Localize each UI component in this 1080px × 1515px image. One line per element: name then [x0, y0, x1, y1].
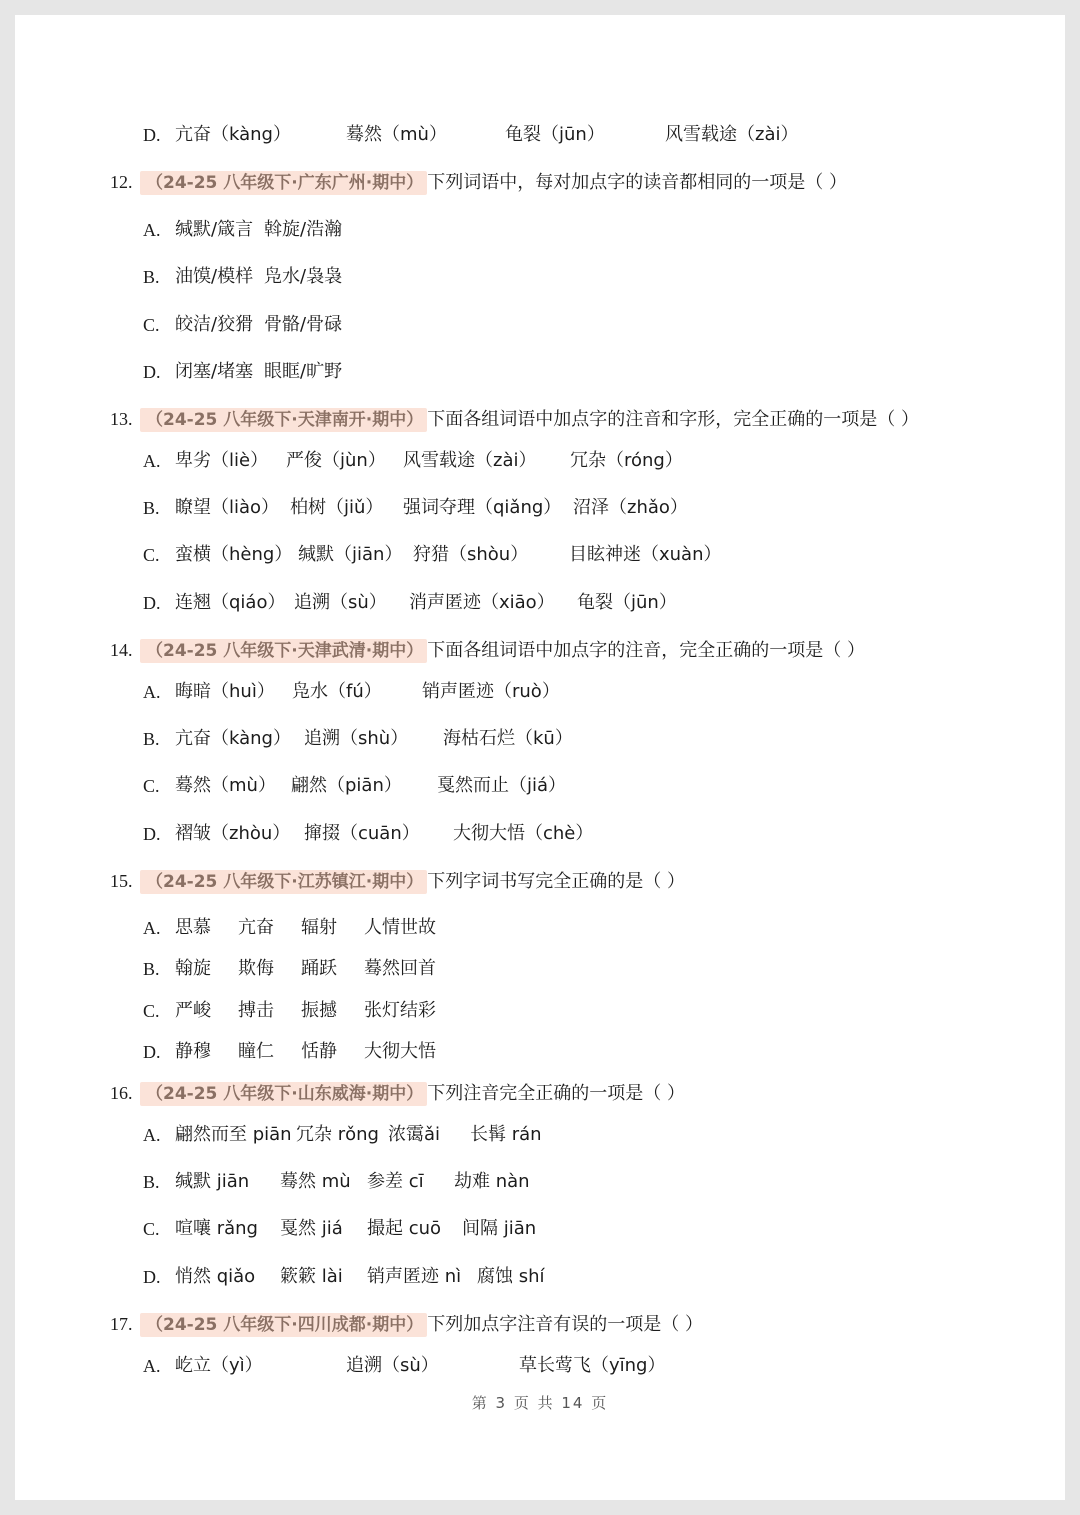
exam-page [15, 15, 1065, 1500]
option-letter: A. [143, 220, 161, 240]
option-item: 油馍/模样 [175, 266, 254, 287]
option-item: 龟裂（jūn） [505, 124, 605, 145]
option-item: 追溯（sù） [346, 1355, 439, 1376]
option-row [143, 1262, 545, 1292]
option-row [143, 493, 688, 523]
question-17-title [110, 1309, 703, 1339]
option-letter: B. [143, 959, 160, 979]
option-item: 柏树（jiǔ） [290, 497, 384, 518]
option-item: 瞳仁 [238, 1041, 274, 1062]
option-item: 蓦然（mù） [175, 775, 276, 796]
option-item: 斡旋/浩瀚 [264, 219, 343, 240]
option-item: 冗杂 rǒng [296, 1124, 379, 1145]
option-letter: C. [143, 776, 160, 796]
option-item: 冗杂（róng） [570, 450, 683, 471]
option-item: 消声匿迹（xiāo） [409, 592, 555, 613]
option-letter: B. [143, 267, 160, 287]
option-item: 草长莺飞（yīng） [519, 1355, 666, 1376]
option-item: 亢奋 [238, 917, 274, 938]
option-item: 搏击 [238, 1000, 274, 1021]
option-row [143, 1037, 436, 1067]
option-item: 蓦然 mù [280, 1171, 351, 1192]
option-item: 风雪载途（zài） [403, 450, 537, 471]
option-item: 目眩神迷（xuàn） [569, 544, 722, 565]
option-item: 振撼 [301, 1000, 337, 1021]
option-item: 凫水/袅袅 [264, 266, 343, 287]
question-stem: 下面各组词语中加点字的注音，完全正确的一项是（ ） [427, 640, 865, 661]
option-item: 缄默/箴言 [175, 219, 254, 240]
option-item: 蓦然回首 [364, 958, 436, 979]
question-source-tag: （24-25 八年级下·四川成都·期中） [140, 1313, 427, 1337]
option-item: 大彻大悟（chè） [453, 823, 594, 844]
option-item: 缄默（jiān） [298, 544, 403, 565]
option-item: 沼泽（zhǎo） [573, 497, 688, 518]
option-row [143, 357, 343, 387]
option-item: 卑劣（liè） [175, 450, 269, 471]
option-letter: A. [143, 682, 161, 702]
option-item: 皎洁/狡猾 [175, 314, 254, 335]
option-letter: C. [143, 1001, 160, 1021]
question-source-tag: （24-25 八年级下·广东广州·期中） [140, 171, 427, 195]
option-letter: D. [143, 362, 161, 382]
option-item: 蓦然（mù） [346, 124, 447, 145]
option-letter: B. [143, 729, 160, 749]
option-item: 簌簌 lài [280, 1266, 343, 1287]
option-item: 瞭望（liào） [175, 497, 280, 518]
option-item: 恬静 [301, 1041, 337, 1062]
option-item: 强词夺理（qiǎng） [403, 497, 562, 518]
option-row [143, 954, 436, 984]
option-item: 劫难 nàn [454, 1171, 530, 1192]
option-item: 辐射 [301, 917, 337, 938]
option-item: 凫水（fú） [292, 681, 382, 702]
question-source-tag: （24-25 八年级下·山东威海·期中） [140, 1082, 427, 1106]
option-letter: C. [143, 545, 160, 565]
option-item: 海枯石烂（kū） [443, 728, 573, 749]
option-row [143, 215, 343, 245]
option-item: 严峻 [175, 1000, 211, 1021]
option-item: 戛然 jiá [280, 1218, 343, 1239]
option-row [143, 771, 567, 801]
option-item: 狩猎（shòu） [413, 544, 529, 565]
option-letter: C. [143, 1219, 160, 1239]
question-14-title [110, 635, 865, 665]
option-row [143, 724, 573, 754]
question-stem: 下列字词书写完全正确的是（ ） [427, 871, 685, 892]
option-item: 浓霭ǎi [388, 1124, 441, 1145]
option-row [143, 913, 436, 943]
question-13-title [110, 404, 919, 434]
option-letter: A. [143, 918, 161, 938]
option-item: 严俊（jùn） [286, 450, 386, 471]
option-item: 喧嚷 rǎng [175, 1218, 258, 1239]
option-row [143, 1167, 530, 1197]
option-item: 撺掇（cuān） [304, 823, 420, 844]
option-letter: B. [143, 498, 160, 518]
option-row [143, 1120, 542, 1150]
question-number: 13. [110, 409, 133, 429]
option-item: 间隔 jiān [462, 1218, 537, 1239]
option-item: 悄然 qiǎo [175, 1266, 256, 1287]
option-row [143, 677, 560, 707]
option-item: 静穆 [175, 1041, 211, 1062]
option-item: 褶皱（zhòu） [175, 823, 291, 844]
option-letter: A. [143, 1356, 161, 1376]
option-item: 闭塞/堵塞 [175, 361, 254, 382]
question-stem: 下面各组词语中加点字的注音和字形，完全正确的一项是（ ） [427, 409, 919, 430]
option-row [143, 588, 677, 618]
option-item: 屹立（yì） [175, 1355, 263, 1376]
option-row [143, 540, 722, 570]
option-letter: A. [143, 451, 161, 471]
option-item: 思慕 [175, 917, 211, 938]
question-stem: 下列注音完全正确的一项是（ ） [427, 1083, 685, 1104]
option-row [143, 1351, 666, 1381]
option-item: 欺侮 [238, 958, 274, 979]
option-item: 张灯结彩 [364, 1000, 436, 1021]
option-letter: D. [143, 593, 161, 613]
question-15-title [110, 866, 685, 896]
question-number: 17. [110, 1314, 133, 1334]
option-item: 人情世故 [364, 917, 436, 938]
option-item: 腐蚀 shí [477, 1266, 545, 1287]
option-letter: B. [143, 1172, 160, 1192]
option-item: 销声匿迹（ruò） [422, 681, 560, 702]
option-row [143, 996, 436, 1026]
option-letter: D. [143, 125, 161, 145]
option-item: 亢奋（kàng） [175, 124, 291, 145]
option-row [143, 446, 683, 476]
option-item: 戛然而止（jiá） [437, 775, 567, 796]
option-item: 撮起 cuō [367, 1218, 442, 1239]
option-item: 蛮横（hèng） [175, 544, 293, 565]
option-item: 翰旋 [175, 958, 211, 979]
option-item: 翩然而至 piān [175, 1124, 292, 1145]
option-item: 晦暗（huì） [175, 681, 275, 702]
option-row [143, 819, 594, 849]
question-number: 12. [110, 172, 133, 192]
question-source-tag: （24-25 八年级下·天津武清·期中） [140, 639, 427, 663]
option-letter: D. [143, 824, 161, 844]
option-row [143, 120, 799, 150]
option-letter: C. [143, 315, 160, 335]
question-16-title [110, 1078, 685, 1108]
page-number-footer: 第 3 页 共 14 页 [471, 1394, 609, 1412]
option-row [143, 1214, 537, 1244]
option-item: 风雪载途（zài） [665, 124, 799, 145]
option-item: 长髯 rán [470, 1124, 542, 1145]
question-number: 16. [110, 1083, 133, 1103]
question-stem: 下列加点字注音有误的一项是（ ） [427, 1314, 703, 1335]
option-item: 踊跃 [301, 958, 337, 979]
option-item: 参差 cī [367, 1171, 424, 1192]
option-item: 缄默 jiān [175, 1171, 250, 1192]
option-item: 翩然（piān） [291, 775, 402, 796]
option-letter: D. [143, 1042, 161, 1062]
option-item: 追溯（sù） [294, 592, 387, 613]
option-item: 眼眶/旷野 [264, 361, 343, 382]
option-item: 连翘（qiáo） [175, 592, 286, 613]
option-letter: D. [143, 1267, 161, 1287]
option-item: 骨骼/骨碌 [264, 314, 343, 335]
option-item: 龟裂（jūn） [577, 592, 677, 613]
option-item: 销声匿迹 nì [367, 1266, 462, 1287]
option-letter: A. [143, 1125, 161, 1145]
question-source-tag: （24-25 八年级下·江苏镇江·期中） [140, 870, 427, 894]
question-number: 15. [110, 871, 133, 891]
option-item: 大彻大悟 [364, 1041, 436, 1062]
option-row [143, 262, 343, 292]
question-source-tag: （24-25 八年级下·天津南开·期中） [140, 408, 427, 432]
option-item: 亢奋（kàng） [175, 728, 291, 749]
question-number: 14. [110, 640, 133, 660]
question-stem: 下列词语中，每对加点字的读音都相同的一项是（ ） [427, 172, 847, 193]
option-row [143, 310, 343, 340]
question-12-title [110, 167, 847, 197]
option-item: 追溯（shù） [304, 728, 409, 749]
